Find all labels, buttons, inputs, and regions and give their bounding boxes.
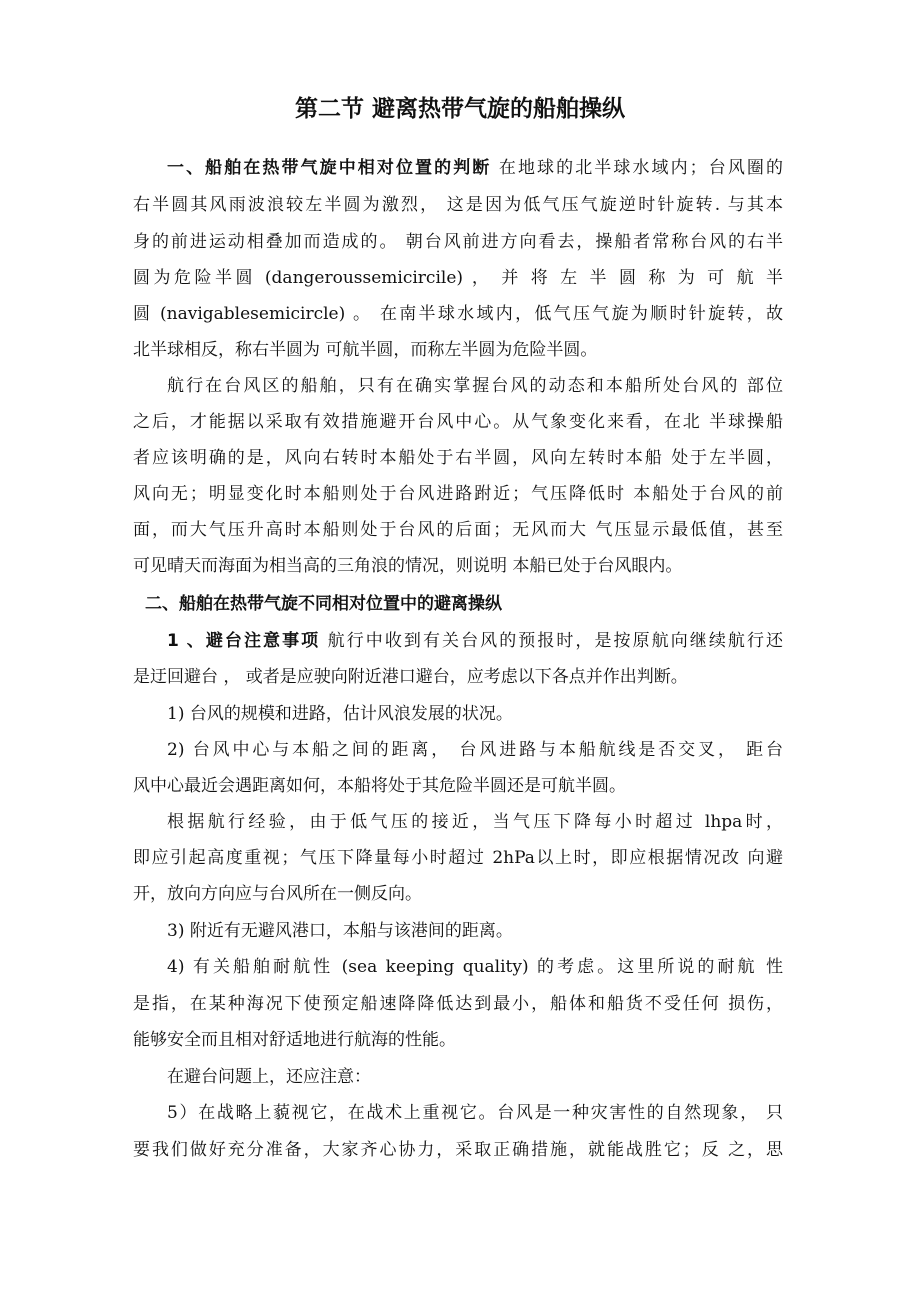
text-line: 身的前进运动相叠加而造成的。 朝台风前进方向看去，操船者常称台风的右半 (133, 232, 783, 252)
text-line: 之后，才能据以采取有效措施避开台风中心。从气象变化来看，在北 半球操船 (133, 412, 783, 432)
text-line: 1 、避台注意事项 航行中收到有关台风的预报时，是按原航向继续航行还 (167, 631, 784, 651)
text-line: 能够安全而且相对舒适地进行航海的性能。 (133, 1030, 456, 1050)
text-line: 风中心最近会遇距离如何，本船将处于其危险半圆还是可航半圆。 (133, 776, 626, 796)
text-line: 圆 (navigablesemicircle) 。 在南半球水域内，低气压气旋为顺时针旋转，故 (133, 304, 783, 324)
text-line: 者应该明确的是，风向右转时本船处于右半圆，风向左转时本船 处于左半圆， (133, 448, 783, 468)
list-item: 1) 台风的规模和进路，估计风浪发展的状况。 (167, 704, 513, 724)
list-item: 5）在战略上藐视它，在战术上重视它。台风是一种灾害性的自然现象， 只 (167, 1103, 783, 1123)
text-line: 风向无；明显变化时本船则处于台风进路跗近；气压降低时 本船处于台风的前 (133, 484, 783, 504)
list-item: 4) 有关船舶耐航性 (sea keeping quality) 的考虑。这里所说的耐航 性 (167, 957, 783, 977)
text-line: 圆为危险半圆 (dangeroussemicircile) ， 并 将 左 半 圆 称 为 可 航 半 (133, 268, 783, 288)
section-heading: 一、船舶在热带气旋中相对位置的判断 (167, 158, 492, 178)
page-title: 第二节 避离热带气旋的船舶操纵 (294, 96, 625, 122)
subsection-heading: 1 、避台注意事项 (167, 631, 321, 651)
text-line: 一、船舶在热带气旋中相对位置的判断 在地球的北半球水域内；台风圈的 (167, 158, 784, 178)
text-line: 根据航行经验，由于低气压的接近，当气压下降每小时超过 lhpa时， (167, 812, 783, 832)
text-line: 开，放向方向应与台风所在一侧反向。 (133, 884, 422, 904)
text-line: 可见晴天而海面为相当高的三角浪的情况，则说明 本船已处于台风眼内。 (133, 556, 683, 576)
text-line: 航行在台风区的船舶，只有在确实掌握台风的动态和本船所处台风的 部位 (167, 376, 783, 396)
text-line: 即应引起高度重视；气压下降量每小时超过 2hPa以上时，即应根据情况改 向避 (133, 848, 783, 868)
section-heading: 二、船舶在热带气旋不同相对位置中的避离操纵 (145, 594, 502, 614)
text-line: 面，而大气压升高时本船则处于台风的后面；无风而大 气压显示最低值，甚至 (133, 520, 783, 540)
text-line: 在避台问题上，还应注意： (167, 1067, 371, 1087)
text-line: 要我们做好充分准备，大家齐心协力，采取正确措施，就能战胜它；反 之，思 (133, 1140, 783, 1160)
list-item: 2) 台风中心与本船之间的距离， 台风进路与本船航线是否交叉， 距台 (167, 740, 783, 760)
text-line: 右半圆其风雨波浪较左半圆为激烈， 这是因为低气压气旋逆时针旋转. 与其本 (133, 195, 783, 215)
text-line: 是迂回避台 ， 或者是应驶向附近港口避台，应考虑以下各点并作出判断。 (133, 667, 688, 687)
list-item: 3) 附近有无避风港口，本船与该港间的距离。 (167, 921, 513, 941)
text-line: 是指，在某种海况下使预定船速降降低达到最小，船体和船货不受任何 损伤， (133, 994, 783, 1014)
text-line: 北半球相反，称右半圆为 可航半圆，而称左半圆为危险半圆。 (133, 340, 598, 360)
